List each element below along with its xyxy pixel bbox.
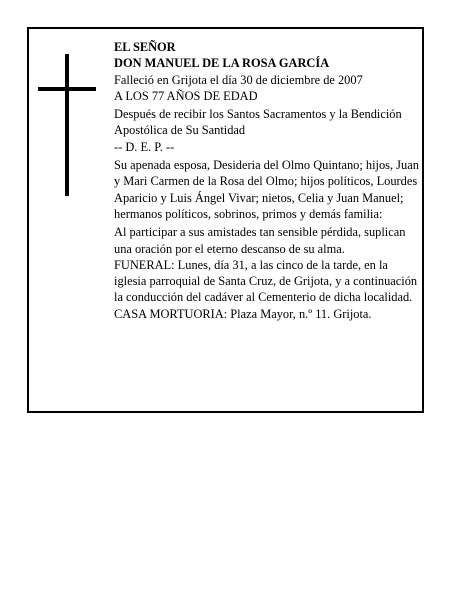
cross-horizontal-bar: [38, 87, 96, 91]
cross-icon: [38, 54, 96, 196]
age-line: A LOS 77 AÑOS DE EDAD: [114, 88, 258, 103]
rip-line: -- D. E. P. --: [114, 139, 175, 154]
cross-vertical-bar: [65, 54, 69, 196]
prayer-request-paragraph: Al participar a sus amistades tan sensible pérdida, suplican una oración por el eterno descanso de su alma.: [114, 225, 406, 256]
mortuary-address: CASA MORTUORIA: Plaza Mayor, n.º 11. Grijota.: [114, 306, 372, 321]
death-date-place: Falleció en Grijota el día 30 de diciembre de 2007: [114, 72, 363, 87]
deceased-name: DON MANUEL DE LA ROSA GARCÍA: [114, 56, 330, 71]
title-line-1: EL SEÑOR: [114, 40, 176, 54]
funeral-paragraph: FUNERAL: Lunes, día 31, a las cinco de la tarde, en la iglesia parroquial de Santa Cruz, de Grijota, y a continuación la conducción del cadáver al Cementerio de dicha localidad.: [114, 257, 418, 305]
obituary-text: [114, 39, 419, 322]
sacraments-line: Después de recibir los Santos Sacramentos y la Bendición Apostólica de Su Santidad: [114, 107, 402, 138]
family-paragraph: Su apenada esposa, Desideria del Olmo Quintano; hijos, Juan y Mari Carmen de la Rosa del Olmo; hijos políticos, Lourdes Aparicio y Luis Ángel Vivar; nietos, Celia y Juan Manuel; hermanos políticos, sobrinos, primos y demás familia:: [114, 158, 419, 221]
